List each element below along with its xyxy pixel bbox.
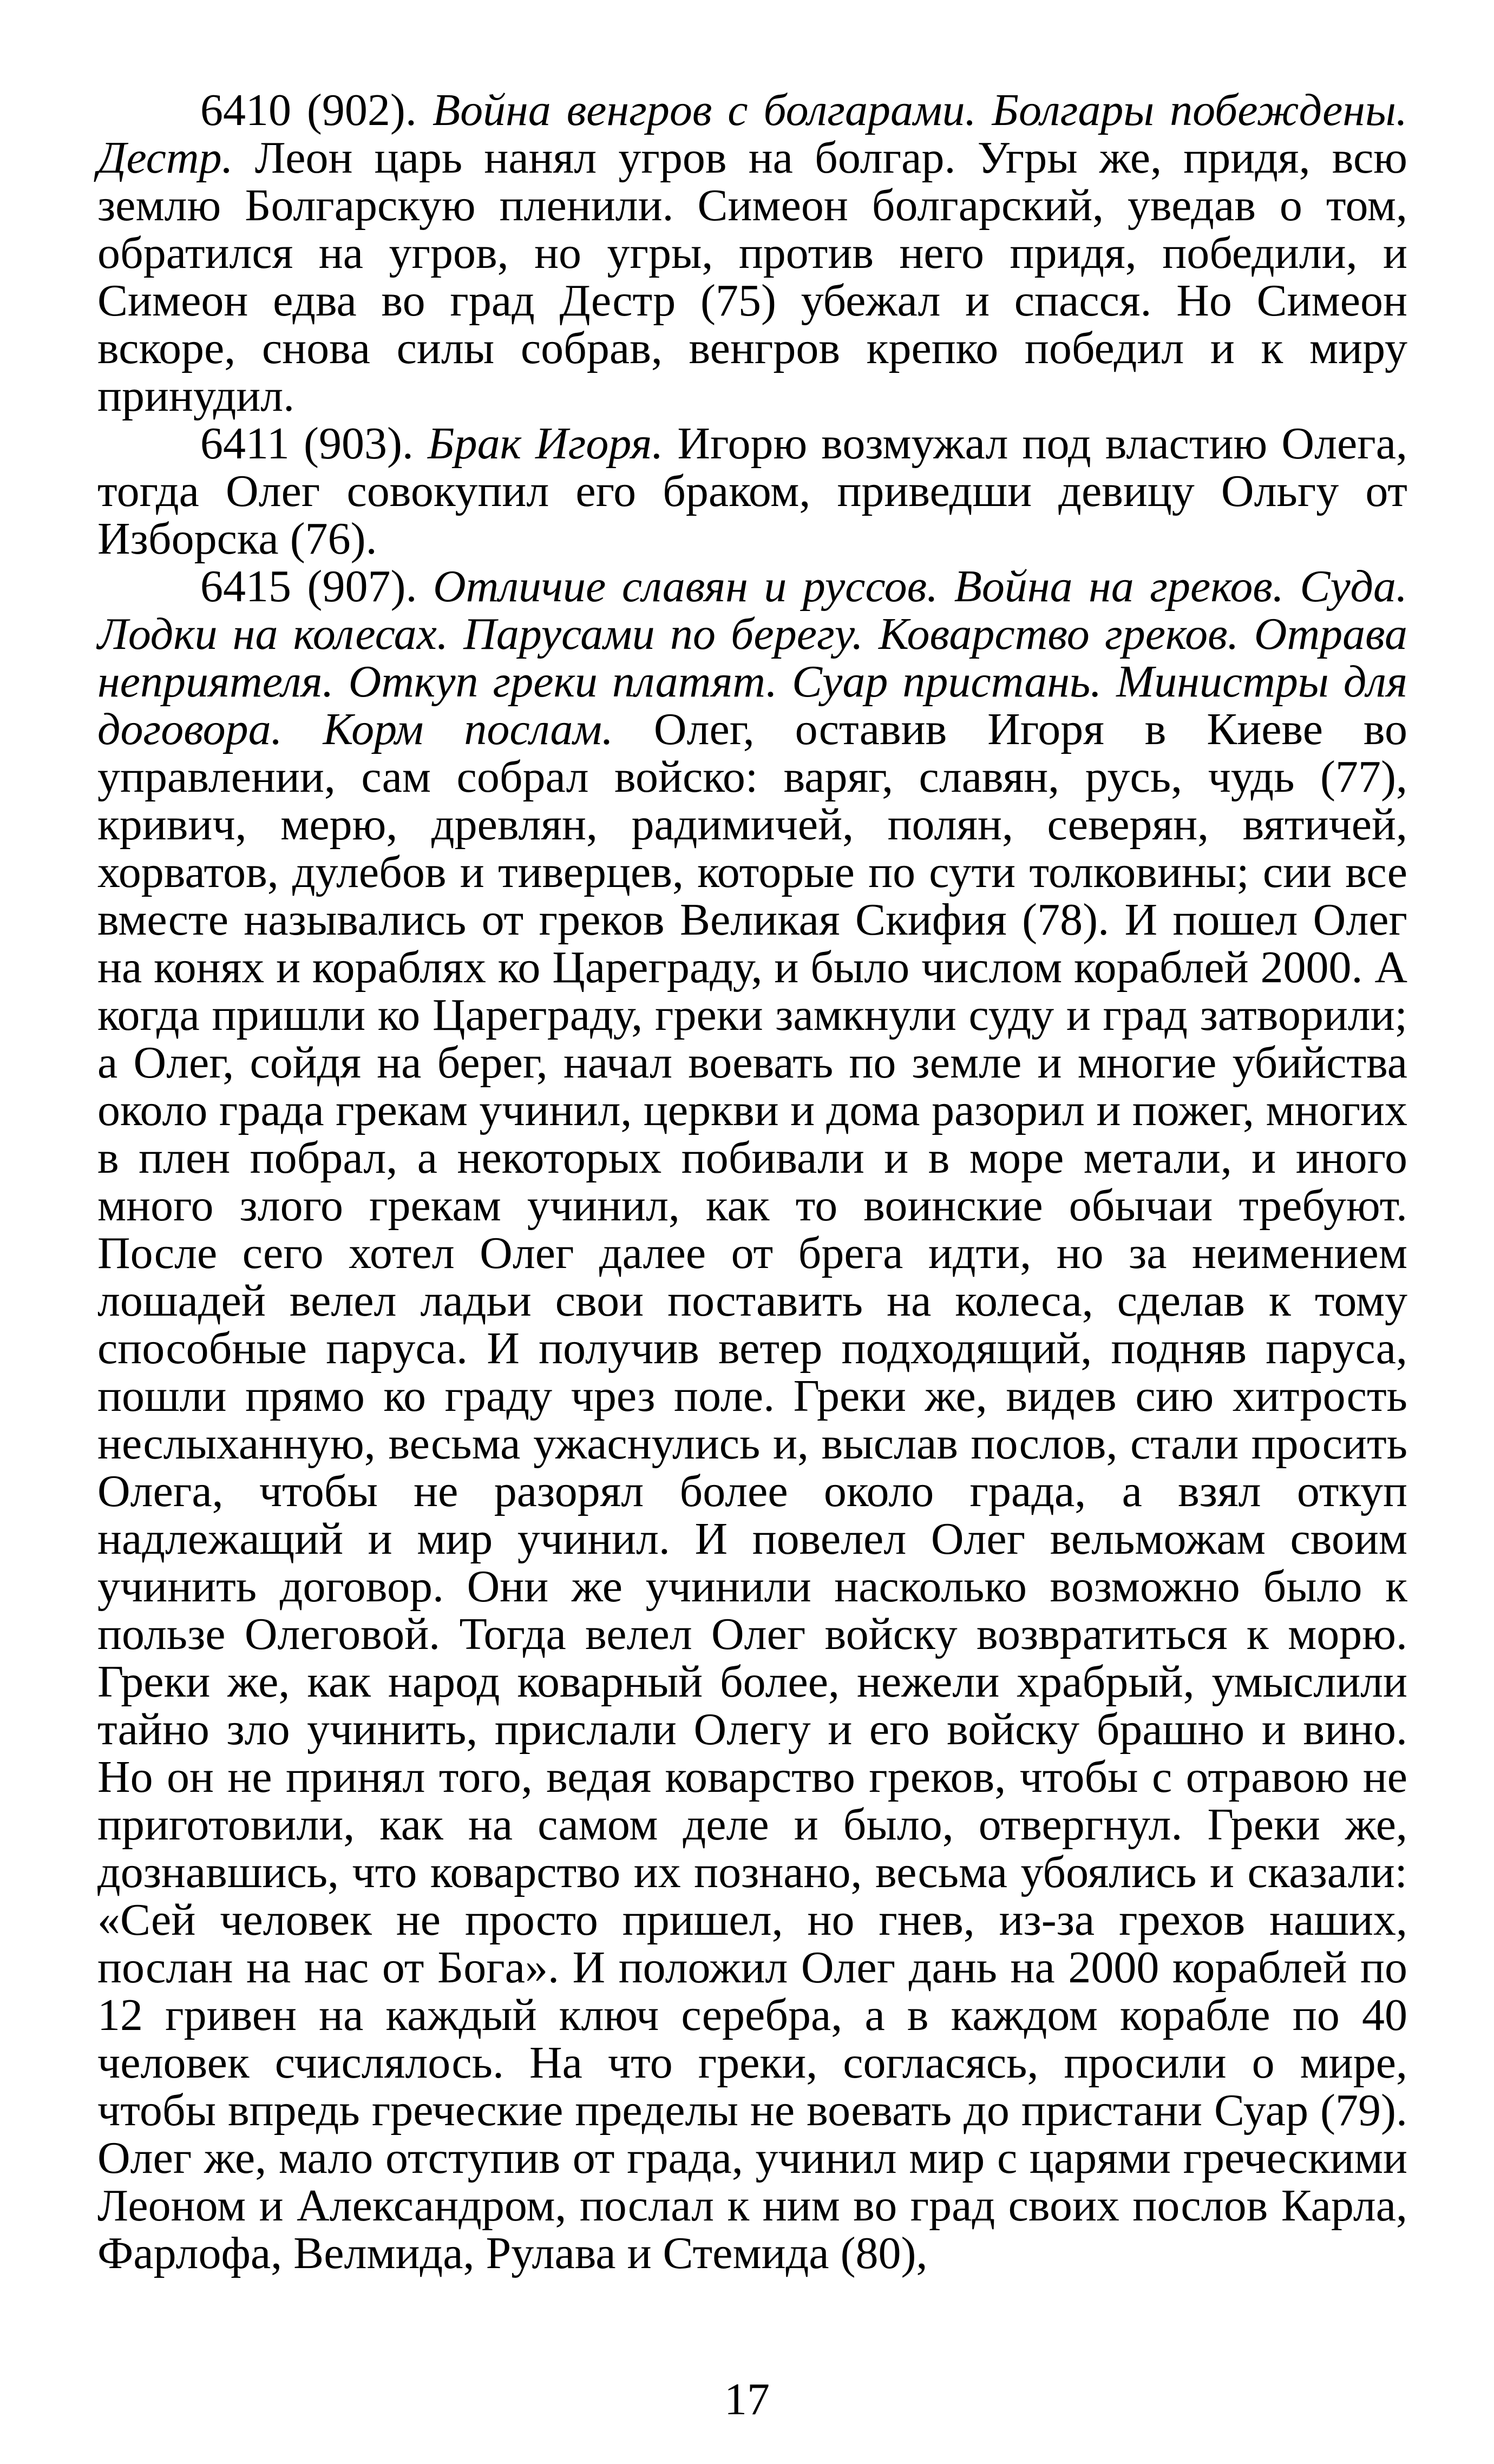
paragraph-text: Игорю возмужал под властию Олега, тогда Олег совокупил его браком, приведши девицу Ольгу от Изборска (76). <box>97 418 1407 564</box>
paragraph-903 <box>97 420 1407 563</box>
year-lead: 6410 (902). <box>200 85 433 135</box>
italic-summary: Война венгров с болгарами. Болгары побеждены. Дестр. <box>97 85 1407 183</box>
paragraph-902 <box>97 87 1407 420</box>
page-body <box>97 87 1407 2349</box>
year-lead: 6411 (903). <box>200 418 428 469</box>
paragraph-text: Леон царь нанял угров на болгар. Угры же, придя, всю землю Болгарскую пленили. Симеон болгарский, уведав о том, обратился на угров, но угры, против него придя, победили, и Симеон едва во град Дестр (75) убежал и спасся. Но Симеон вскоре, снова силы собрав, венгров крепко победил и к миру принудил. <box>97 133 1407 421</box>
paragraph-907 <box>97 563 1407 2277</box>
year-lead: 6415 (907). <box>200 561 434 612</box>
italic-summary: Брак Игоря. <box>428 418 664 469</box>
paragraph-text: Олег, оставив Игоря в Киеве во управлении, сам собрал войско: варяг, славян, русь, чудь (77), кривич, мерю, древлян, радимичей, полян, северян, вятичей, хорватов, дулебов и тиверцев, которые по сути толковины; сии все вместе назывались от греков Великая Скифия (78). И пошел Олег на конях и кораблях ко Цареграду, и было числом кораблей 2000. А когда пришли ко Цареграду, греки замкнули суду и град затворили; а Олег, сойдя на берег, начал воевать по земле и многие убийства около града грекам учинил, церкви и дома разорил и пожег, многих в плен побрал, а некоторых побивали и в море метали, и иного много злого грекам учинил, как то воинские обычаи требуют. После сего хотел Олег далее от брега идти, но за неимением лошадей велел ладьи свои поставить на колеса, сделав к тому способные паруса. И получив ветер подходящий, подняв паруса, пошли прямо ко граду чрез поле. Греки же, видев сию хитрость неслыханную, весьма ужаснулись и, выслав послов, стали просить Олега, чтобы не разорял более около града, а взял откуп надлежащий и мир учинил. И повелел Олег вельможам своим учинить договор. Они же учинили насколько возможно было к пользе Олеговой. Тогда велел Олег войску возвратиться к морю. Греки же, как народ коварный более, нежели храбрый, умыслили тайно зло учинить, прислали Олегу и его войску брашно и вино. Но он не принял того, ведая коварство греков, чтобы с отравою не приготовили, как на самом деле и было, отвергнул. Греки же, дознавшись, что коварство их познано, весьма убоялись и сказали: «Сей человек не просто пришел, но гнев, из-за грехов наших, послан на нас от Бога». И положил Олег дань на 2000 кораблей по 12 гривен на каждый ключ серебра, а в каждом корабле по 40 человек счислялось. На что греки, согласясь, просили о мире, чтобы впредь греческие пределы не воевать до пристани Суар (79). Олег же, мало отступив от града, учинил мир с царями греческими Леоном и Александром, послал к ним во град своих послов Карла, Фарлофа, Велмида, Рулава и Стемида (80), <box>97 704 1407 2278</box>
page-number: 17 <box>724 2374 770 2424</box>
italic-summary: Отличие славян и руссов. Война на греков. Суда. Лодки на колесах. Парусами по берегу. Коварство греков. Отрава неприятеля. Откуп греки платят. Суар пристань. Министры для договора. Корм послам. <box>97 561 1407 754</box>
